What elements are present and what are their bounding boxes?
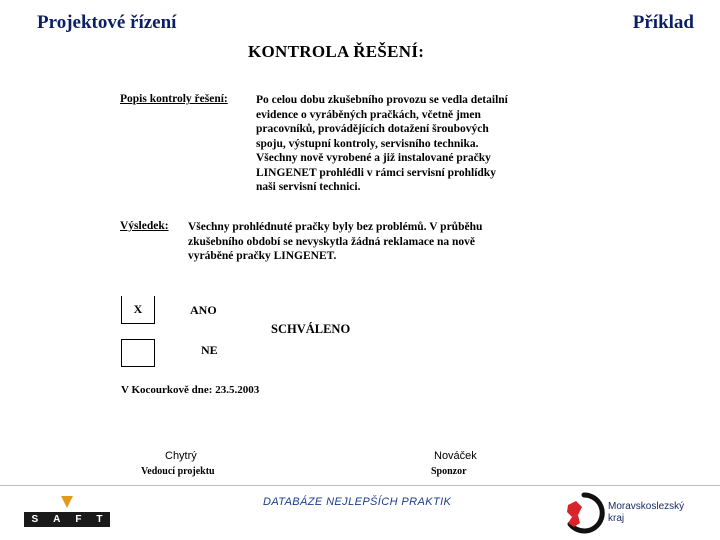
popis-label: Popis kontroly řešení: [120, 93, 228, 105]
saft-letter-s: S [31, 514, 39, 525]
signature-right-name: Nováček [434, 450, 477, 462]
saft-logo [24, 496, 110, 527]
checkbox-ano-mark: X [133, 302, 143, 316]
checkbox-ne [121, 339, 155, 367]
signature-left-role: Vedoucí projektu [141, 466, 215, 477]
vysledek-text: Všechny prohlédnuté pračky byly bez problémů. V průběhu zkušebního období se nevyskytla žádná reklamace na nově vyráběné pračky LINGENET. [188, 221, 483, 262]
saft-letter-f: F [75, 514, 82, 525]
approved-label: SCHVÁLENO [271, 322, 351, 336]
header-title-right: Příklad [632, 12, 694, 33]
footer-divider [0, 485, 720, 486]
signature-left-name: Chytrý [165, 450, 197, 462]
region-emblem-icon [562, 491, 606, 535]
saft-letter-t: T [96, 514, 103, 525]
region-logo [562, 491, 702, 535]
region-logo-text: Moravskoslezský kraj [608, 501, 685, 524]
option-ano-label: ANO [190, 303, 217, 317]
document-title: KONTROLA ŘEŠENÍ: [248, 42, 425, 61]
saft-letter-a: A [53, 514, 61, 525]
date-line: V Kocourkově dne: 23.5.2003 [121, 384, 260, 396]
checkbox-ano [121, 296, 155, 324]
popis-text: Po celou dobu zkušebního provozu se vedla detailní evidence o vyráběných pračkách, včetně jmen pracovníků, provádějících dotažení šroubových spoju, výstupní kontroly, servisního technika. Všechny nově vyrobené a již instalované pračky LINGENET prohlédli v rámci servisní prohlídky naši servisní technici. [256, 94, 508, 193]
header-title-left: Projektové řízení [37, 12, 177, 33]
vysledek-label: Výsledek: [120, 220, 169, 232]
saft-triangle-icon [61, 496, 73, 508]
option-ne-label: NE [201, 343, 218, 357]
signature-right-role: Sponzor [431, 466, 467, 477]
footer-text: DATABÁZE NEJLEPŠÍCH PRAKTIK [263, 496, 452, 508]
saft-bar [24, 512, 110, 527]
